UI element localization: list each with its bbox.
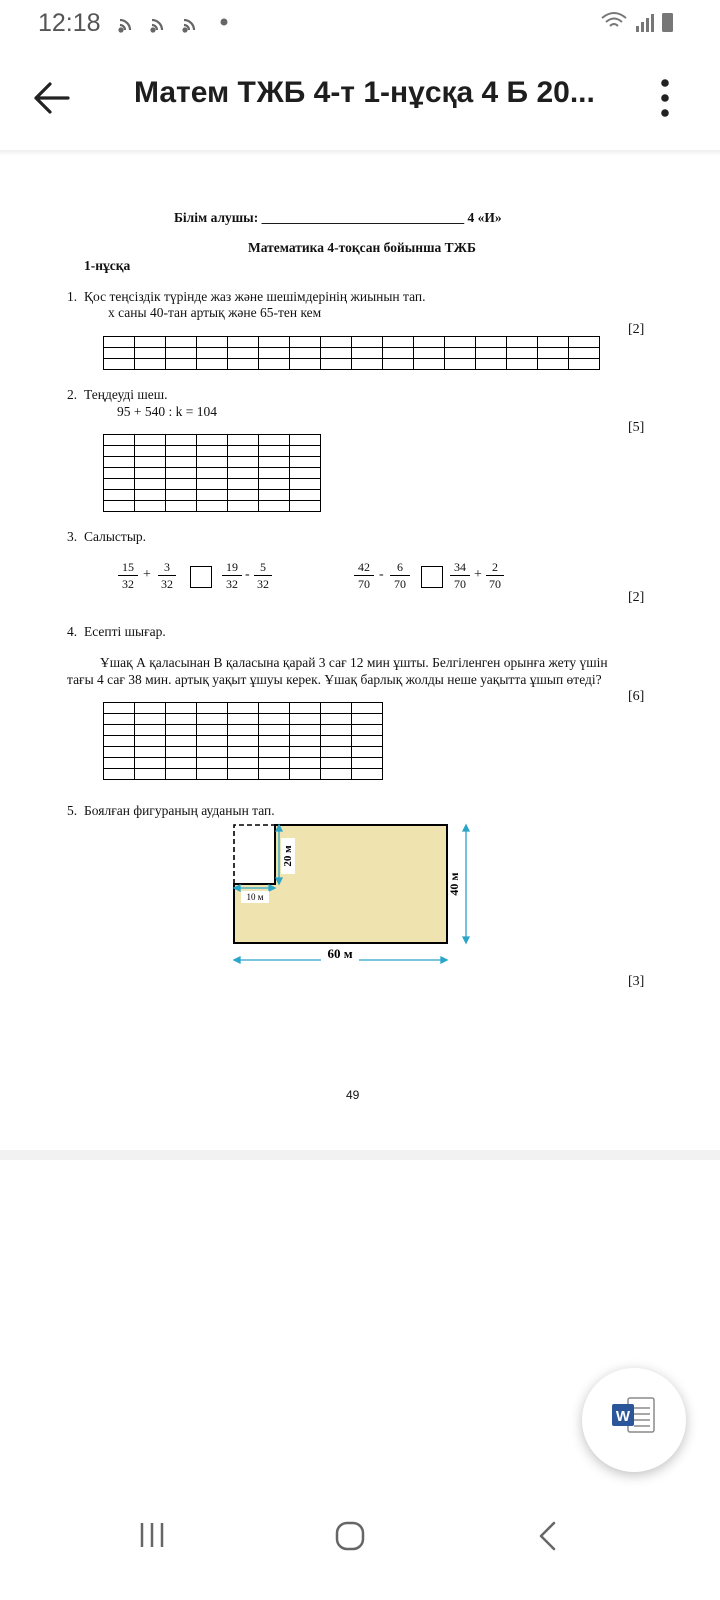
grid-cell [197, 468, 228, 479]
task-2-equation: 95 + 540 : k = 104 [117, 404, 217, 419]
grid-cell [290, 468, 321, 479]
grid-cell [197, 747, 228, 758]
grid-cell [569, 359, 600, 370]
grid-cell [228, 747, 259, 758]
grid-cell [104, 446, 135, 457]
grid-cell [166, 725, 197, 736]
grid-cell [197, 703, 228, 714]
grid-cell [166, 747, 197, 758]
notification-icons [118, 12, 238, 34]
grid-cell [228, 359, 259, 370]
grid-cell [476, 348, 507, 359]
task-5-score: [3] [628, 974, 645, 989]
grid-cell [228, 736, 259, 747]
fraction: 42 70 [354, 560, 374, 591]
grid-cell [197, 457, 228, 468]
grid-cell [197, 479, 228, 490]
word-icon [582, 1368, 686, 1472]
label-40m: 40 м [447, 872, 461, 896]
grid-cell [197, 348, 228, 359]
task-5-number: 5. [67, 803, 78, 818]
grid-cell [259, 747, 290, 758]
grid-cell [135, 769, 166, 780]
task-5-text: Боялған фигураның ауданын тап. [84, 803, 275, 818]
document-heading: Математика 4-тоқсан бойынша ТЖБ [248, 240, 476, 255]
grid-cell [104, 747, 135, 758]
student-label: Білім алушы: ______________________________ 4 «И» [174, 210, 502, 225]
grid-cell [259, 703, 290, 714]
grid-cell [197, 490, 228, 501]
grid-cell [445, 337, 476, 348]
grid-cell [135, 490, 166, 501]
grid-cell [228, 490, 259, 501]
answer-grid-1 [103, 336, 600, 370]
grid-cell [290, 501, 321, 512]
grid-cell [321, 703, 352, 714]
status-time: 12:18 [38, 9, 101, 37]
fraction: 15 32 [118, 560, 138, 591]
task-1-score: [2] [628, 322, 645, 337]
grid-cell [352, 747, 383, 758]
grid-cell [228, 468, 259, 479]
svg-text:W: W [615, 1408, 631, 1425]
grid-cell [104, 703, 135, 714]
grid-cell [445, 348, 476, 359]
recent-apps-icon[interactable] [138, 1520, 168, 1550]
home-icon[interactable] [334, 1520, 366, 1552]
grid-cell [197, 337, 228, 348]
grid-cell [197, 714, 228, 725]
grid-cell [104, 769, 135, 780]
grid-cell [104, 457, 135, 468]
fraction: 34 70 [450, 560, 470, 591]
grid-cell [166, 337, 197, 348]
grid-cell [259, 359, 290, 370]
grid-cell [290, 479, 321, 490]
grid-cell [321, 758, 352, 769]
grid-cell [259, 725, 290, 736]
fraction: 2 70 [486, 560, 504, 591]
app-bar [0, 46, 720, 151]
grid-cell [104, 348, 135, 359]
grid-cell [104, 725, 135, 736]
grid-cell [228, 758, 259, 769]
compare-box-1 [190, 566, 212, 588]
grid-cell [321, 714, 352, 725]
grid-cell [197, 758, 228, 769]
grid-cell [290, 348, 321, 359]
grid-cell [166, 703, 197, 714]
fraction: 3 32 [158, 560, 176, 591]
dashed-cutout [234, 825, 275, 884]
grid-cell [166, 468, 197, 479]
grid-cell [166, 769, 197, 780]
battery-icon [662, 13, 673, 32]
grid-cell [259, 435, 290, 446]
grid-cell [166, 736, 197, 747]
grid-cell [321, 359, 352, 370]
grid-cell [321, 736, 352, 747]
grid-cell [104, 337, 135, 348]
fraction: 19 32 [222, 560, 242, 591]
cast-icon [152, 20, 163, 32]
grid-cell [166, 348, 197, 359]
document-title: Матем ТЖБ 4-т 1-нұсқа 4 Б 20... [134, 76, 595, 109]
label-60m: 60 м [327, 946, 353, 961]
grid-cell [259, 501, 290, 512]
grid-cell [228, 714, 259, 725]
grid-cell [259, 490, 290, 501]
grid-cell [290, 359, 321, 370]
grid-cell [228, 479, 259, 490]
operator: + [143, 567, 151, 582]
grid-cell [352, 736, 383, 747]
grid-cell [259, 446, 290, 457]
page-number: 49 [346, 1088, 360, 1102]
grid-cell [228, 769, 259, 780]
grid-cell [197, 769, 228, 780]
cast-icon [184, 20, 195, 32]
grid-cell [135, 446, 166, 457]
grid-cell [166, 714, 197, 725]
grid-cell [135, 435, 166, 446]
grid-cell [228, 446, 259, 457]
operator: - [379, 567, 384, 582]
grid-cell [166, 359, 197, 370]
grid-cell [166, 490, 197, 501]
status-bar [0, 0, 720, 46]
fraction: 6 70 [390, 560, 410, 591]
document-page[interactable] [0, 156, 720, 1156]
grid-cell [104, 490, 135, 501]
grid-cell [104, 479, 135, 490]
grid-cell [104, 758, 135, 769]
page-separator [0, 1150, 720, 1160]
grid-cell [507, 337, 538, 348]
back-arrow-icon[interactable] [30, 76, 74, 120]
open-in-word-button[interactable] [582, 1368, 686, 1472]
grid-cell [476, 337, 507, 348]
area-figure [225, 820, 485, 970]
operator: + [474, 567, 482, 582]
grid-cell [352, 758, 383, 769]
grid-cell [259, 348, 290, 359]
grid-cell [228, 501, 259, 512]
grid-cell [104, 736, 135, 747]
grid-cell [321, 747, 352, 758]
task-1-text: Қос теңсіздік түрінде жаз және шешімдерінің жиынын тап. [84, 289, 426, 304]
grid-cell [166, 457, 197, 468]
shaded-figure [234, 825, 447, 943]
grid-cell [383, 348, 414, 359]
grid-cell [352, 725, 383, 736]
fraction: 5 32 [254, 560, 272, 591]
grid-cell [166, 479, 197, 490]
grid-cell [290, 769, 321, 780]
task-3-text: Салыстыр. [84, 529, 147, 544]
grid-cell [228, 725, 259, 736]
grid-cell [259, 758, 290, 769]
grid-cell [135, 703, 166, 714]
grid-cell [197, 725, 228, 736]
grid-cell [259, 337, 290, 348]
grid-cell [352, 714, 383, 725]
grid-cell [290, 446, 321, 457]
grid-cell [135, 725, 166, 736]
grid-cell [135, 457, 166, 468]
grid-cell [290, 714, 321, 725]
grid-cell [259, 457, 290, 468]
grid-cell [259, 714, 290, 725]
compare-box-2 [421, 566, 443, 588]
grid-cell [383, 337, 414, 348]
task-2-score: [5] [628, 420, 645, 435]
task-4-paragraph-line-2: тағы 4 сағ 38 мин. артық уақыт ұшуы керек. Ұшақ барлық жолды неше уақытта ұшып өтеді? [67, 672, 602, 687]
grid-cell [290, 490, 321, 501]
task-1-subtext: х саны 40-тан артық және 65-тен кем [108, 305, 322, 320]
grid-cell [228, 435, 259, 446]
grid-cell [104, 359, 135, 370]
grid-cell [135, 758, 166, 769]
grid-cell [290, 337, 321, 348]
grid-cell [166, 446, 197, 457]
grid-cell [352, 348, 383, 359]
grid-cell [290, 703, 321, 714]
task-4-number: 4. [67, 624, 78, 639]
grid-cell [507, 348, 538, 359]
grid-cell [197, 359, 228, 370]
grid-cell [476, 359, 507, 370]
grid-cell [414, 337, 445, 348]
grid-cell [259, 769, 290, 780]
label-20m: 20 м [282, 845, 294, 867]
task-2-number: 2. [67, 387, 78, 402]
dot-icon [221, 19, 228, 26]
grid-cell [197, 736, 228, 747]
grid-cell [383, 359, 414, 370]
grid-cell [352, 359, 383, 370]
grid-cell [135, 359, 166, 370]
grid-cell [104, 468, 135, 479]
grid-cell [569, 348, 600, 359]
signal-icon [636, 14, 654, 32]
grid-cell [135, 348, 166, 359]
grid-cell [259, 479, 290, 490]
grid-cell [569, 337, 600, 348]
task-2-text: Теңдеуді шеш. [84, 387, 168, 402]
grid-cell [166, 501, 197, 512]
grid-cell [197, 446, 228, 457]
task-1-number: 1. [67, 289, 78, 304]
navigation-bar [0, 1508, 720, 1600]
task-3-number: 3. [67, 529, 78, 544]
grid-cell [135, 714, 166, 725]
grid-cell [445, 359, 476, 370]
grid-cell [135, 479, 166, 490]
grid-cell [290, 736, 321, 747]
grid-cell [538, 337, 569, 348]
grid-cell [135, 736, 166, 747]
grid-cell [290, 725, 321, 736]
grid-cell [414, 348, 445, 359]
grid-cell [135, 501, 166, 512]
task-4-text: Есепті шығар. [84, 624, 166, 639]
grid-cell [104, 714, 135, 725]
grid-cell [538, 359, 569, 370]
task-3-score: [2] [628, 590, 645, 605]
answer-grid-4 [103, 702, 383, 780]
grid-cell [414, 359, 445, 370]
grid-cell [290, 457, 321, 468]
grid-cell [135, 747, 166, 758]
grid-cell [104, 501, 135, 512]
grid-cell [352, 337, 383, 348]
grid-cell [290, 435, 321, 446]
cast-icon [120, 20, 131, 32]
answer-grid-2 [103, 434, 321, 512]
grid-cell [166, 758, 197, 769]
variant-label: 1-нұсқа [84, 258, 131, 273]
grid-cell [166, 435, 197, 446]
wifi-icon [602, 13, 626, 26]
grid-cell [135, 468, 166, 479]
grid-cell [259, 468, 290, 479]
grid-cell [228, 703, 259, 714]
grid-cell [321, 348, 352, 359]
grid-cell [321, 337, 352, 348]
task-4-score: [6] [628, 689, 645, 704]
grid-cell [507, 359, 538, 370]
grid-cell [197, 435, 228, 446]
grid-cell [538, 348, 569, 359]
back-nav-icon[interactable] [536, 1520, 560, 1552]
task-4-paragraph-line-1: Ұшақ А қаласынан В қаласына қарай 3 сағ 12 мин ұшты. Белгіленген орынға жету үшін [100, 655, 608, 670]
operator: - [245, 567, 250, 582]
grid-cell [290, 758, 321, 769]
grid-cell [104, 435, 135, 446]
label-10m: 10 м [246, 892, 264, 902]
grid-cell [228, 337, 259, 348]
grid-cell [321, 725, 352, 736]
grid-cell [352, 703, 383, 714]
grid-cell [197, 501, 228, 512]
grid-cell [259, 736, 290, 747]
grid-cell [290, 747, 321, 758]
grid-cell [352, 769, 383, 780]
system-icons [600, 10, 680, 36]
grid-cell [321, 769, 352, 780]
more-options-icon[interactable] [658, 78, 672, 118]
grid-cell [135, 337, 166, 348]
grid-cell [228, 457, 259, 468]
grid-cell [228, 348, 259, 359]
